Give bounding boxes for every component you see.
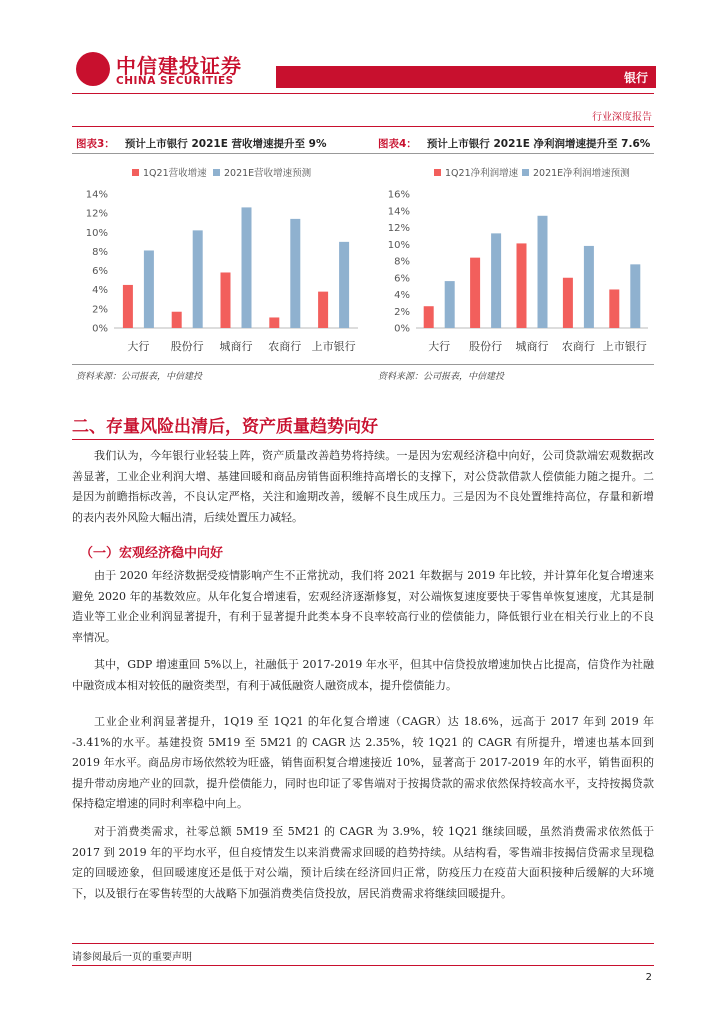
bar bbox=[144, 250, 154, 328]
y-tick-label: 12% bbox=[387, 223, 410, 234]
figure-4-label: 图表4： bbox=[378, 138, 417, 150]
y-tick-label: 4% bbox=[92, 285, 108, 297]
figure-4-title bbox=[378, 136, 650, 151]
x-tick-label: 大行 bbox=[127, 340, 150, 353]
figure-3-caption: 预计上市银行 2021E 营收增速提升至 9% bbox=[124, 138, 327, 150]
company-logo-icon bbox=[76, 52, 110, 86]
bar bbox=[609, 289, 619, 328]
legend-label: 2021E营收增速预测 bbox=[224, 168, 312, 179]
body-paragraph-4: 对于消费类需求，社零总额 5M19 至 5M21 的 CAGR 为 3.9%，较 1Q21 继续回暖，虽然消费需求依然低于 2017 到 2019 年的平均水平，但自疫情发生以来消费需求回暖的趋势持续。从结构看，零售端非按揭信贷需求呈现稳定的回暖迹象，但回暖速度还是低于对公端，预计后续在经济回归正常，防疫压力在疫苗大面积接种后缓解的大环境下，以及银行在零售转型的大战略下加强消费类信贷投放，居民消费需求将继续回暖提升。 bbox=[72, 825, 654, 900]
body-paragraph-1: 由于 2020 年经济数据受疫情影响产生不正常扰动，我们将 2021 年数据与 2019 年比较，并计算年化复合增速来避免 2020 年的基数效应。从年化复合增速看，宏观经济逐渐修复，对公端恢复速度要快于零售单恢复速度，尤其是制造业等工业企业利润显著提升，有利于显著提升此类本身不良率较高行业的偿债能力，降低银行业在相关行业上的不良率情况。 bbox=[72, 569, 654, 644]
legend-label: 1Q21营收增速 bbox=[143, 168, 207, 179]
section-divider bbox=[72, 439, 654, 440]
body-paragraph-2: 其中，GDP 增速重回 5%以上，社融低于 2017-2019 年水平，但其中信贷投放增速加快占比提高，信贷作为社融中融资成本相对较低的融资类型，有利于减低融资人融资成本，提升偿债能力。 bbox=[72, 658, 654, 692]
x-tick-label: 大行 bbox=[428, 340, 451, 353]
figure-4-source: 资料来源：公司报表，中信建投 bbox=[378, 372, 505, 382]
bar bbox=[630, 264, 640, 328]
x-tick-label: 农商行 bbox=[268, 340, 302, 353]
x-tick-label: 股份行 bbox=[469, 340, 503, 353]
figure-3-label: 图表3： bbox=[76, 138, 115, 150]
legend-swatch bbox=[213, 169, 220, 176]
subsection-heading: （一）宏观经济稳中向好 bbox=[80, 546, 224, 561]
bar bbox=[221, 272, 231, 328]
disclaimer-note: 请参阅最后一页的重要声明 bbox=[72, 952, 192, 963]
y-tick-label: 0% bbox=[92, 323, 108, 335]
y-tick-label: 8% bbox=[394, 256, 410, 268]
bar bbox=[584, 246, 594, 328]
x-tick-label: 上市银行 bbox=[311, 340, 356, 353]
y-tick-label: 6% bbox=[394, 273, 410, 285]
figure-3-source: 资料来源：公司报表，中信建投 bbox=[76, 372, 203, 382]
header-divider bbox=[72, 93, 654, 94]
bar bbox=[193, 230, 203, 328]
header-bar bbox=[276, 66, 656, 88]
bar bbox=[491, 233, 501, 328]
legend-label: 2021E净利润增速预测 bbox=[533, 168, 630, 179]
footer-bottom-divider bbox=[72, 965, 654, 966]
bar bbox=[290, 219, 300, 328]
x-tick-label: 城商行 bbox=[219, 340, 253, 353]
revenue-growth-chart bbox=[72, 156, 364, 362]
bar bbox=[517, 243, 527, 328]
sector-label: 银行 bbox=[623, 71, 648, 85]
page-number: 2 bbox=[645, 972, 652, 983]
bar bbox=[339, 242, 349, 328]
company-name-cn: 中信建投证券 bbox=[116, 54, 242, 78]
y-tick-label: 2% bbox=[92, 304, 108, 316]
bar bbox=[445, 281, 455, 328]
bar bbox=[538, 216, 548, 328]
y-tick-label: 14% bbox=[387, 206, 410, 218]
legend-swatch bbox=[132, 169, 139, 176]
body-paragraph-3: 工业企业利润显著提升，1Q19 至 1Q21 的年化复合增速（CAGR）达 18.6%，远高于 2017 年到 2019 年 -3.41%的水平。基建投资 5M19 至 5M21 的 CAGR 达 2.35%，较 1Q21 的 CAGR 有所提升，增速也基本回到 2019 年水平。商品房市场依然较为旺盛，销售面积复合增速接近 10%，显著高于 2017-2019 年的水平，销售面积的提升带动房地产业的回款，提升偿债能力，同时也印证了零售端对于按揭贷款的需求依然保持较高水平，支持按揭贷款保持稳定增速的同时利率稳中向上。 bbox=[72, 715, 654, 810]
y-tick-label: 16% bbox=[387, 189, 410, 201]
profit-growth-chart bbox=[374, 156, 654, 362]
y-tick-label: 12% bbox=[85, 208, 108, 220]
x-tick-label: 城商行 bbox=[515, 340, 549, 353]
bar bbox=[424, 306, 434, 328]
company-name-en: CHINA SECURITIES bbox=[116, 75, 234, 87]
report-type: 行业深度报告 bbox=[592, 112, 652, 123]
x-tick-label: 股份行 bbox=[170, 340, 204, 353]
legend-label: 1Q21净利润增速 bbox=[445, 168, 519, 179]
bar bbox=[242, 207, 252, 328]
figure-top-rule bbox=[72, 153, 654, 154]
footer-divider bbox=[72, 943, 654, 944]
y-tick-label: 10% bbox=[85, 227, 108, 239]
x-tick-label: 上市银行 bbox=[602, 340, 647, 353]
bar bbox=[563, 278, 573, 328]
bar bbox=[269, 317, 279, 328]
y-tick-label: 4% bbox=[394, 290, 410, 301]
y-tick-label: 14% bbox=[85, 189, 108, 201]
figure-bottom-rule bbox=[72, 364, 654, 365]
bar bbox=[318, 292, 328, 328]
y-tick-label: 2% bbox=[394, 306, 410, 318]
legend-swatch bbox=[522, 169, 529, 176]
bar bbox=[123, 285, 133, 328]
y-tick-label: 8% bbox=[92, 246, 108, 258]
section-heading: 二、存量风险出清后，资产质量趋势向好 bbox=[72, 417, 378, 437]
bar bbox=[172, 312, 182, 328]
bar bbox=[470, 258, 480, 328]
legend-swatch bbox=[434, 169, 441, 176]
report-type-divider bbox=[72, 126, 654, 127]
section-intro-paragraph: 我们认为，今年银行业轻装上阵，资产质量改善趋势将持续。一是因为宏观经济稳中向好，公司贷款端宏观数据改善显著，工业企业利润大增、基建回暖和商品房销售面积维持高增长的支撑下，对公贷款借款人偿债能力随之提升。二是因为前瞻指标改善，不良认定严格，关注和逾期改善，缓解不良生成压力。三是因为不良处置维持高位，存量和新增的表内表外风险大幅出清，后续处置压力减轻。 bbox=[72, 449, 654, 524]
y-tick-label: 6% bbox=[92, 266, 108, 278]
y-tick-label: 0% bbox=[394, 323, 410, 335]
y-tick-label: 10% bbox=[387, 239, 410, 251]
figure-4-caption: 预计上市银行 2021E 净利润增速提升至 7.6% bbox=[426, 138, 651, 150]
x-tick-label: 农商行 bbox=[561, 340, 595, 353]
figure-3-title bbox=[76, 136, 327, 151]
